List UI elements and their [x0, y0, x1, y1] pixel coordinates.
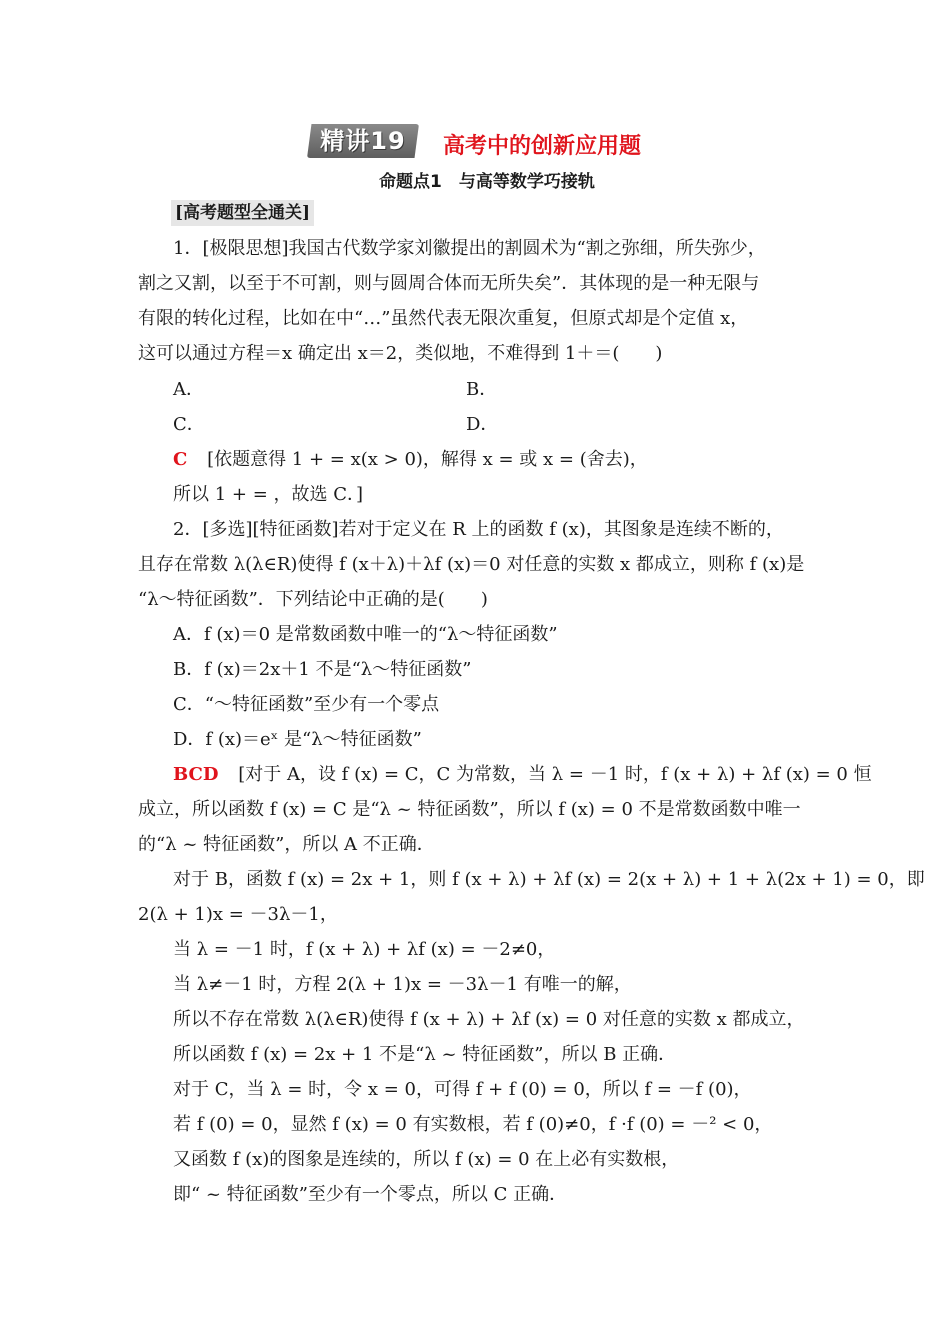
q2-solution-line-2: 成立，所以函数 f (x) = C 是“λ ~ 特征函数”，所以 f (x) = 0 不是常数函数中唯一	[138, 799, 801, 820]
q2-option-c: C．“～特征函数”至少有一个零点	[173, 694, 440, 715]
section-subtitle: 命题点1 与高等数学巧接轨	[379, 172, 595, 192]
q1-solution-line-2: 所以 1 + = ，故选 C．]	[173, 484, 364, 505]
badge-label: 精讲19	[320, 127, 406, 155]
q1-line-1: 1．[极限思想]我国古代数学家刘徽提出的割圆术为“割之弥细，所失弥少，	[173, 238, 766, 259]
page-title: 高考中的创新应用题	[443, 134, 642, 159]
q2-line-2: 且存在常数 λ(λ∈R)使得 f (x＋λ)＋λf (x)＝0 对任意的实数 x 都成立，则称 f (x)是	[138, 554, 805, 575]
q2-line-3: “λ～特征函数”．下列结论中正确的是( )	[138, 589, 488, 610]
q1-line-2: 割之又割，以至于不可割，则与圆周合体而无所失矣”．其体现的是一种无限与	[138, 273, 760, 294]
q2-line-1: 2．[多选][特征函数]若对于定义在 R 上的函数 f (x)，其图象是连续不断的，	[173, 519, 784, 540]
q1-solution-line-1	[173, 447, 648, 473]
q2-solution-line-1	[173, 762, 872, 788]
lesson-badge	[307, 124, 419, 158]
q1-answer: C	[173, 449, 188, 470]
q2-solution-text-1: [对于 A，设 f (x) = C，C 为常数，当 λ = －1 时，f (x + λ) + λf (x) = 0 恒	[238, 764, 872, 785]
q2-solution-line-10: 对于 C，当 λ = 时，令 x = 0，可得 f + f (0) = 0，所以 f = －f (0)，	[173, 1079, 752, 1100]
q2-solution-line-12: 又函数 f (x)的图象是连续的，所以 f (x) = 0 在上必有实数根，	[173, 1149, 680, 1170]
q2-solution-line-6: 当 λ = －1 时，f (x + λ) + λf (x) = －2≠0，	[173, 939, 556, 960]
q1-line-4: 这可以通过方程＝x 确定出 x＝2，类似地，不难得到 1＋＝( )	[138, 343, 663, 364]
q2-solution-line-8: 所以不存在常数 λ(λ∈R)使得 f (x + λ) + λf (x) = 0 对任意的实数 x 都成立，	[173, 1009, 805, 1030]
q2-option-a: A．f (x)＝0 是常数函数中唯一的“λ～特征函数”	[173, 624, 558, 645]
q2-solution-line-4: 对于 B，函数 f (x) = 2x + 1，则 f (x + λ) + λf (x) = 2(x + λ) + 1 + λ(2x + 1) = 0，即	[173, 869, 925, 890]
q1-option-a: A．	[173, 379, 204, 400]
q2-option-b: B．f (x)＝2x＋1 不是“λ～特征函数”	[173, 659, 472, 680]
q2-solution-line-9: 所以函数 f (x) = 2x + 1 不是“λ ~ 特征函数”，所以 B 正确．	[173, 1044, 677, 1065]
q1-option-d: D．	[466, 414, 499, 435]
q1-option-c: C．	[173, 414, 205, 435]
q2-solution-line-7: 当 λ≠－1 时，方程 2(λ + 1)x = －3λ－1 有唯一的解，	[173, 974, 632, 995]
q2-option-d: D．f (x)＝eˣ 是“λ～特征函数”	[173, 729, 422, 750]
q1-solution-text-1: [依题意得 1 + = x(x > 0)，解得 x = 或 x = (舍去)，	[207, 449, 648, 470]
section-tag: [高考题型全通关]	[171, 200, 314, 226]
q2-answer: BCD	[173, 764, 219, 785]
q1-option-b: B．	[466, 379, 498, 400]
q2-solution-line-3: 的“λ ~ 特征函数”，所以 A 不正确．	[138, 834, 435, 855]
q1-line-3: 有限的转化过程，比如在中“…”虽然代表无限次重复，但原式却是个定值 x，	[138, 308, 749, 329]
q2-solution-line-13: 即“ ~ 特征函数”至少有一个零点，所以 C 正确．	[173, 1184, 568, 1205]
q2-solution-line-11: 若 f (0) = 0，显然 f (x) = 0 有实数根，若 f (0)≠0，f ·f (0) = －² < 0，	[173, 1114, 773, 1135]
q2-solution-line-5: 2(λ + 1)x = －3λ－1，	[138, 904, 338, 925]
